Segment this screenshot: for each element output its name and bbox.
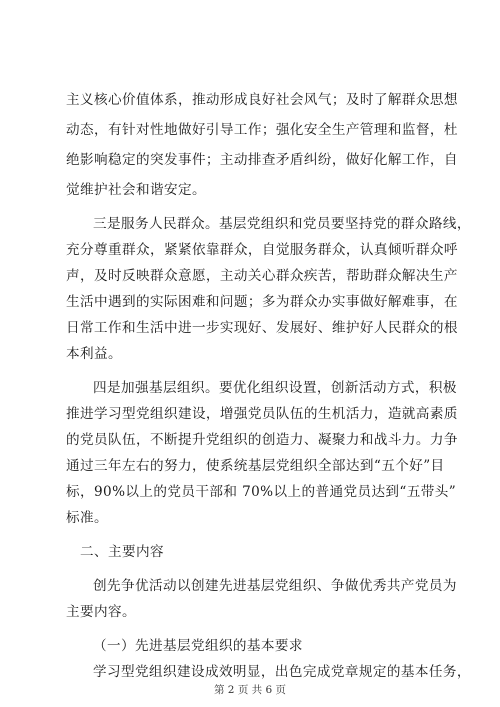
page-footer: 第 2 页 共 6 页 [213, 684, 287, 696]
section-heading: 二、主要内容 [80, 544, 164, 560]
p3-line-3: 的党员队伍，不断提升党组织的创造力、凝聚力和战斗力。力争 [66, 432, 458, 448]
p1-line-1: 主义核心价值体系，推动形成良好社会风气；及时了解群众思想 [66, 92, 458, 108]
p2-line-3: 声，及时反映群众意愿，主动关心群众疾苦，帮助群众解决生产 [66, 268, 458, 284]
p5-line-1: 学习型党组织建设成效明显，出色完成党章规定的基本任务， [93, 664, 471, 680]
p4-line-2: 主要内容。 [66, 604, 136, 620]
subsection-heading: （一）先进基层党组织的基本要求 [93, 638, 303, 654]
p4-line-1: 创先争优活动以创建先进基层党组织、争做优秀共产党员为 [93, 578, 457, 594]
p1-line-4: 觉维护社会和谐安定。 [66, 182, 206, 198]
p3-line-4: 通过三年左右的努力，使系统基层党组织全部达到“五个好”目 [66, 458, 445, 474]
p2-line-6: 本利益。 [66, 346, 122, 362]
p3-line-2: 推进学习型党组织建设，增强党员队伍的生机活力，造就高素质 [66, 406, 458, 422]
p1-line-2: 动态，有针对性地做好引导工作；强化安全生产管理和监督，杜 [66, 122, 458, 138]
p3-line-5: 标，90%以上的党员干部和 70%以上的普通党员达到“五带头” [66, 484, 457, 500]
p3-line-1: 四是加强基层组织。要优化组织设置，创新活动方式，积极 [93, 380, 457, 396]
p3-line-6: 标准。 [66, 510, 108, 526]
p2-line-1: 三是服务人民群众。基层党组织和党员要坚持党的群众路线， [93, 216, 471, 232]
p2-line-4: 生活中遇到的实际困难和问题；多为群众办实事做好解难事，在 [66, 294, 458, 310]
p2-line-2: 充分尊重群众，紧紧依靠群众，自觉服务群众，认真倾听群众呼 [66, 242, 458, 258]
p1-line-3: 绝影响稳定的突发事件；主动排查矛盾纠纷，做好化解工作，自 [66, 152, 458, 168]
p2-line-5: 日常工作和生活中进一步实现好、发展好、维护好人民群众的根 [66, 320, 458, 336]
